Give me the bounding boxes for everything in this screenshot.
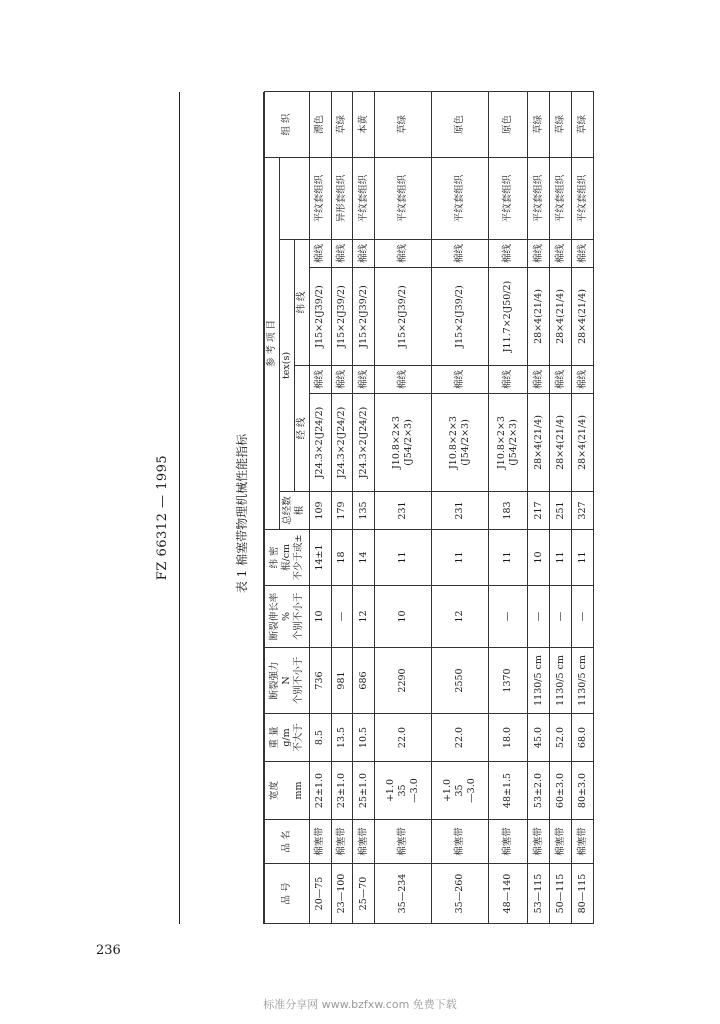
- cell-warp-count: 327: [572, 492, 594, 530]
- cell-name: 棉塞带: [309, 820, 331, 864]
- col-group-reference: 参 考 项 目: [265, 157, 280, 529]
- cell-weft-material: 棉线: [375, 240, 432, 268]
- cell-code: 50—115: [550, 864, 572, 924]
- cell-weave: 平纹套组织: [432, 157, 489, 239]
- cell-weft-yarn: 28×4(21/4): [550, 268, 572, 366]
- cell-width: 25±1.0: [353, 762, 375, 820]
- cell-color: 漂色: [309, 91, 331, 157]
- col-warp: 经 线: [294, 366, 309, 492]
- cell-strength: 686: [353, 648, 375, 714]
- cell-weft-material: 棉线: [572, 240, 594, 268]
- col-density: 纬 密 根/cm 不少于或±: [265, 530, 310, 586]
- cell-weave: 平纹套组织: [528, 157, 550, 239]
- specification-table: [264, 91, 594, 924]
- cell-density: 14±1: [309, 530, 331, 586]
- cell-width: 22±1.0: [309, 762, 331, 820]
- col-name: 品 名: [265, 820, 310, 864]
- table-row: [331, 91, 353, 923]
- cell-name: 棉塞带: [375, 820, 432, 864]
- cell-warp-material: 棉线: [528, 366, 550, 394]
- cell-elongation: —: [488, 586, 527, 648]
- cell-warp-yarn: J24.3×2(J24/2): [331, 394, 353, 492]
- footer-watermark: 标准分享网 www.bzfxw.com 免费下载: [263, 998, 457, 1011]
- cell-weft-yarn: J15×2(J39/2): [375, 268, 432, 366]
- cell-name: 棉塞带: [550, 820, 572, 864]
- cell-weight: 45.0: [528, 714, 550, 762]
- cell-weight: 18.0: [488, 714, 527, 762]
- cell-weave: 平纹套组织: [353, 157, 375, 239]
- table-row: [550, 91, 572, 923]
- page-number: 236: [96, 943, 121, 958]
- standard-code: FZ 66312 — 1995: [155, 454, 171, 581]
- cell-weft-yarn: J15×2(J39/2): [432, 268, 489, 366]
- cell-warp-yarn: J10.8×2×3 (J54/2×3): [375, 394, 432, 492]
- cell-color: 草绿: [528, 91, 550, 157]
- cell-weave: 平纹套组织: [488, 157, 527, 239]
- cell-code: 23—100: [331, 864, 353, 924]
- cell-weft-yarn: 28×4(21/4): [528, 268, 550, 366]
- cell-color: 草绿: [375, 91, 432, 157]
- cell-warp-count: 231: [432, 492, 489, 530]
- cell-elongation: 10: [375, 586, 432, 648]
- cell-strength: 1130/5 cm: [572, 648, 594, 714]
- cell-warp-yarn: J10.8×2×3 (J54/2×3): [432, 394, 489, 492]
- cell-warp-count: 109: [309, 492, 331, 530]
- cell-weft-yarn: J11.7×2(J50/2): [488, 268, 527, 366]
- table-body: [309, 91, 593, 923]
- cell-width: 53±2.0: [528, 762, 550, 820]
- cell-strength: 981: [331, 648, 353, 714]
- cell-elongation: 10: [309, 586, 331, 648]
- cell-code: 20—75: [309, 864, 331, 924]
- cell-strength: 736: [309, 648, 331, 714]
- cell-width: +1.0 35 —3.0: [432, 762, 489, 820]
- cell-weft-material: 棉线: [528, 240, 550, 268]
- cell-width: +1.0 35 —3.0: [375, 762, 432, 820]
- cell-warp-material: 棉线: [488, 366, 527, 394]
- cell-warp-yarn: 28×4(21/4): [528, 394, 550, 492]
- cell-width: 80±3.0: [572, 762, 594, 820]
- cell-weft-yarn: 28×4(21/4): [572, 268, 594, 366]
- cell-warp-count: 135: [353, 492, 375, 530]
- cell-weft-material: 棉线: [550, 240, 572, 268]
- col-blank: [279, 157, 309, 239]
- cell-color: 草绿: [572, 91, 594, 157]
- col-elongation: 断裂伸长率 % 个别不小于: [265, 586, 310, 648]
- cell-warp-count: 251: [550, 492, 572, 530]
- cell-elongation: —: [331, 586, 353, 648]
- cell-weave: 平纹套组织: [572, 157, 594, 239]
- table-row: [488, 91, 527, 923]
- cell-code: 35—234: [375, 864, 432, 924]
- cell-warp-material: 棉线: [309, 366, 331, 394]
- cell-name: 棉塞带: [488, 820, 527, 864]
- cell-density: 11: [550, 530, 572, 586]
- cell-weight: 22.0: [432, 714, 489, 762]
- table-row: [353, 91, 375, 923]
- table-row: [528, 91, 550, 923]
- cell-weft-material: 棉线: [488, 240, 527, 268]
- cell-warp-yarn: J24.3×2(J24/2): [309, 394, 331, 492]
- cell-code: 35—260: [432, 864, 489, 924]
- table-row: [572, 91, 594, 923]
- cell-code: 53—115: [528, 864, 550, 924]
- col-warp-count: 总经数 根: [279, 492, 309, 530]
- cell-width: 48±1.5: [488, 762, 527, 820]
- cell-weave: 平纹套组织: [550, 157, 572, 239]
- cell-name: 棉塞带: [353, 820, 375, 864]
- cell-weight: 8.5: [309, 714, 331, 762]
- cell-color: 本黄: [353, 91, 375, 157]
- cell-width: 23±1.0: [331, 762, 353, 820]
- col-tex: tex(s): [279, 240, 294, 492]
- cell-weft-material: 棉线: [331, 240, 353, 268]
- cell-warp-yarn: J24.3×2(J24/2): [353, 394, 375, 492]
- cell-density: 11: [375, 530, 432, 586]
- cell-weight: 68.0: [572, 714, 594, 762]
- cell-elongation: 12: [353, 586, 375, 648]
- header-row-1: [265, 91, 280, 923]
- cell-strength: 1130/5 cm: [528, 648, 550, 714]
- cell-weft-yarn: J15×2(J39/2): [331, 268, 353, 366]
- cell-warp-count: 217: [528, 492, 550, 530]
- cell-weave: 平纹套组织: [375, 157, 432, 239]
- cell-density: 10: [528, 530, 550, 586]
- cell-name: 棉塞带: [331, 820, 353, 864]
- cell-density: 11: [488, 530, 527, 586]
- cell-warp-material: 棉线: [353, 366, 375, 394]
- cell-elongation: —: [572, 586, 594, 648]
- cell-weft-yarn: J15×2(J39/2): [353, 268, 375, 366]
- cell-weight: 10.5: [353, 714, 375, 762]
- cell-strength: 1130/5 cm: [550, 648, 572, 714]
- cell-code: 80—115: [572, 864, 594, 924]
- cell-warp-count: 183: [488, 492, 527, 530]
- cell-weft-material: 棉线: [432, 240, 489, 268]
- cell-warp-yarn: 28×4(21/4): [550, 394, 572, 492]
- col-weight: 重 量 g/m 不大于: [265, 714, 310, 762]
- cell-warp-count: 179: [331, 492, 353, 530]
- col-strength: 断裂强力 N 个别不小于: [265, 648, 310, 714]
- cell-color: 原色: [488, 91, 527, 157]
- rotated-table-frame: [264, 92, 594, 924]
- table-holder: [263, 92, 594, 924]
- cell-weight: 22.0: [375, 714, 432, 762]
- cell-weight: 52.0: [550, 714, 572, 762]
- cell-density: 18: [331, 530, 353, 586]
- col-weft: 纬 线: [294, 240, 309, 366]
- cell-warp-yarn: J10.8×2×3 (J54/2×3): [488, 394, 527, 492]
- cell-strength: 1370: [488, 648, 527, 714]
- cell-warp-yarn: 28×4(21/4): [572, 394, 594, 492]
- cell-name: 棉塞带: [572, 820, 594, 864]
- cell-weft-yarn: J15×2(J39/2): [309, 268, 331, 366]
- col-width: 宽度 mm: [265, 762, 310, 820]
- cell-weave: 平纹套组织: [309, 157, 331, 239]
- cell-name: 棉塞带: [528, 820, 550, 864]
- cell-density: 11: [572, 530, 594, 586]
- table-caption: 表 1 棉塞带物理机械性能指标: [235, 433, 250, 593]
- cell-name: 棉塞带: [432, 820, 489, 864]
- cell-density: 14: [353, 530, 375, 586]
- cell-elongation: 12: [432, 586, 489, 648]
- table-row: [432, 91, 489, 923]
- cell-warp-material: 棉线: [432, 366, 489, 394]
- cell-color: 草绿: [331, 91, 353, 157]
- table-row: [375, 91, 432, 923]
- cell-weft-material: 棉线: [353, 240, 375, 268]
- cell-warp-material: 棉线: [331, 366, 353, 394]
- cell-weft-material: 棉线: [309, 240, 331, 268]
- cell-warp-material: 棉线: [375, 366, 432, 394]
- cell-warp-material: 棉线: [572, 366, 594, 394]
- cell-warp-material: 棉线: [550, 366, 572, 394]
- col-code: 品 号: [265, 864, 310, 924]
- cell-elongation: —: [550, 586, 572, 648]
- cell-color: 草绿: [550, 91, 572, 157]
- cell-strength: 2290: [375, 648, 432, 714]
- cell-code: 25—70: [353, 864, 375, 924]
- cell-warp-count: 231: [375, 492, 432, 530]
- cell-strength: 2550: [432, 648, 489, 714]
- cell-weave: 异形套组织: [331, 157, 353, 239]
- cell-density: 11: [432, 530, 489, 586]
- col-weave: 组 织: [265, 91, 310, 157]
- cell-color: 原色: [432, 91, 489, 157]
- cell-weight: 13.5: [331, 714, 353, 762]
- cell-code: 48—140: [488, 864, 527, 924]
- cell-elongation: —: [528, 586, 550, 648]
- cell-width: 60±3.0: [550, 762, 572, 820]
- table-row: [309, 91, 331, 923]
